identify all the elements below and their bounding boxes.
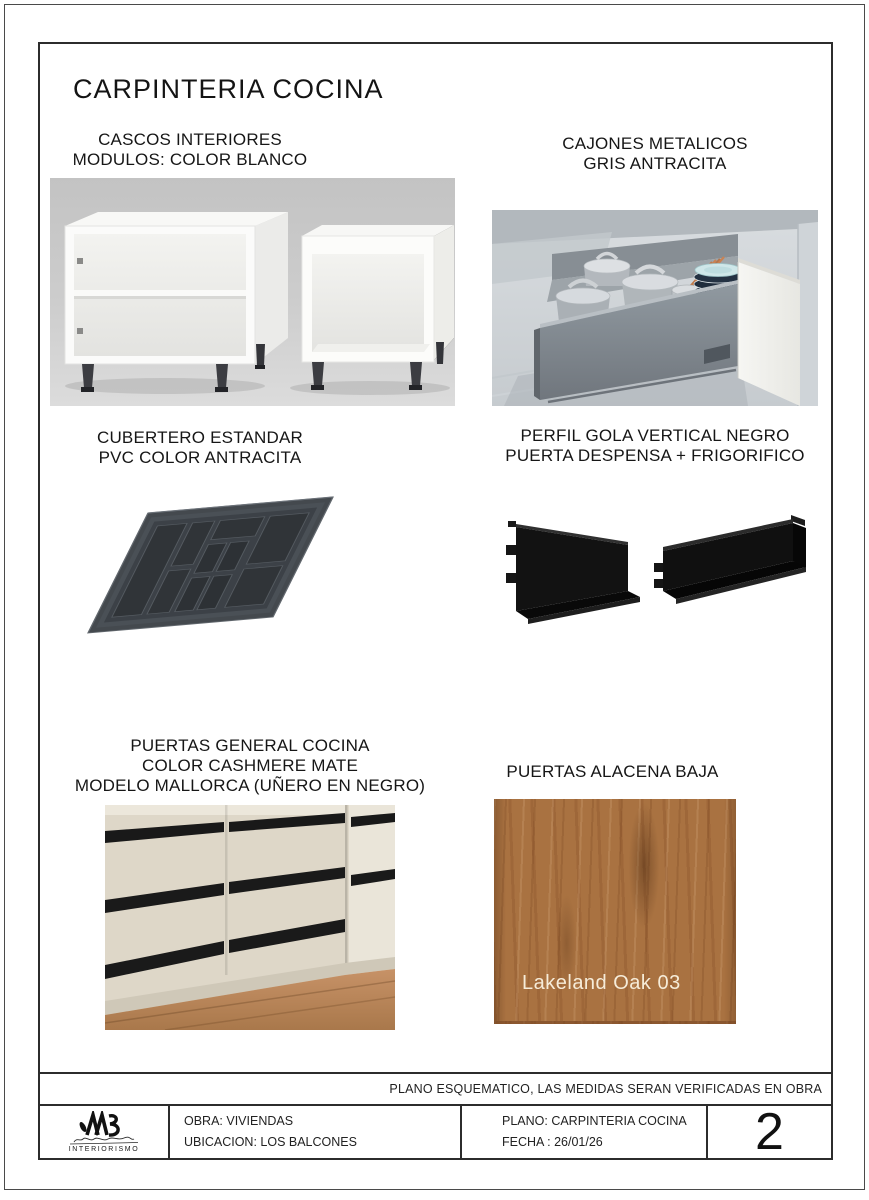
gola-profiles-image <box>488 493 820 645</box>
obra-text: OBRA: VIVIENDAS <box>184 1114 294 1128</box>
page-title: CARPINTERIA COCINA <box>73 74 384 104</box>
metal-drawer-image <box>492 210 818 406</box>
obra-cell <box>170 1106 462 1158</box>
title-block <box>40 1103 831 1161</box>
label-puertas-general-line3: MODELO MALLORCA (UÑERO EN NEGRO) <box>74 776 426 795</box>
ubicacion-text: UBICACION: LOS BALCONES <box>184 1135 357 1149</box>
wood-swatch-image <box>494 799 736 1024</box>
content-frame <box>38 42 833 1160</box>
page-number-cell <box>708 1103 831 1161</box>
schematic-note-text: PLANO ESQUEMATICO, LAS MEDIDAS SERAN VERIFICADAS EN OBRA <box>389 1082 822 1096</box>
label-perfil-gola-line1: PERFIL GOLA VERTICAL NEGRO <box>520 426 790 445</box>
label-cubertero-line1: CUBERTERO ESTANDAR <box>96 428 304 447</box>
label-puertas-alacena-line1: PUERTAS ALACENA BAJA <box>506 762 719 781</box>
label-cascos-line1: CASCOS INTERIORES <box>98 130 282 149</box>
label-puertas-general-line2: COLOR CASHMERE MATE <box>141 756 358 775</box>
label-puertas-alacena <box>480 762 745 782</box>
plano-text: PLANO: CARPINTERIA COCINA <box>502 1114 687 1128</box>
label-puertas-general-line1: PUERTAS GENERAL COCINA <box>130 736 370 755</box>
label-cubertero-line2: PVC COLOR ANTRACITA <box>98 448 302 467</box>
gola-right <box>654 515 806 604</box>
gola-left <box>506 521 640 624</box>
label-cajones-line1: CAJONES METALICOS <box>562 134 748 153</box>
page-number: 2 <box>755 1103 784 1161</box>
label-cubertero <box>60 428 340 468</box>
label-cajones <box>500 134 810 174</box>
label-cascos-line2: MODULOS: COLOR BLANCO <box>72 150 308 169</box>
mb-logo-icon <box>56 1111 152 1145</box>
cabinet-modules-image <box>50 178 455 406</box>
label-perfil-gola <box>480 426 830 466</box>
label-cascos <box>50 130 330 170</box>
kitchen-doors-image <box>105 805 395 1030</box>
label-perfil-gola-line2: PUERTA DESPENSA + FRIGORIFICO <box>505 446 805 465</box>
label-cajones-line2: GRIS ANTRACITA <box>583 154 727 173</box>
label-puertas-general <box>50 736 450 796</box>
cutlery-tray-image <box>63 483 348 655</box>
wood-swatch-label: Lakeland Oak 03 <box>522 972 681 994</box>
schematic-note <box>40 1072 831 1106</box>
logo-subtext: INTERIORISMO <box>68 1146 140 1153</box>
fecha-text: FECHA : 26/01/26 <box>502 1135 603 1149</box>
plano-cell <box>462 1106 708 1158</box>
logo-cell <box>40 1106 170 1158</box>
